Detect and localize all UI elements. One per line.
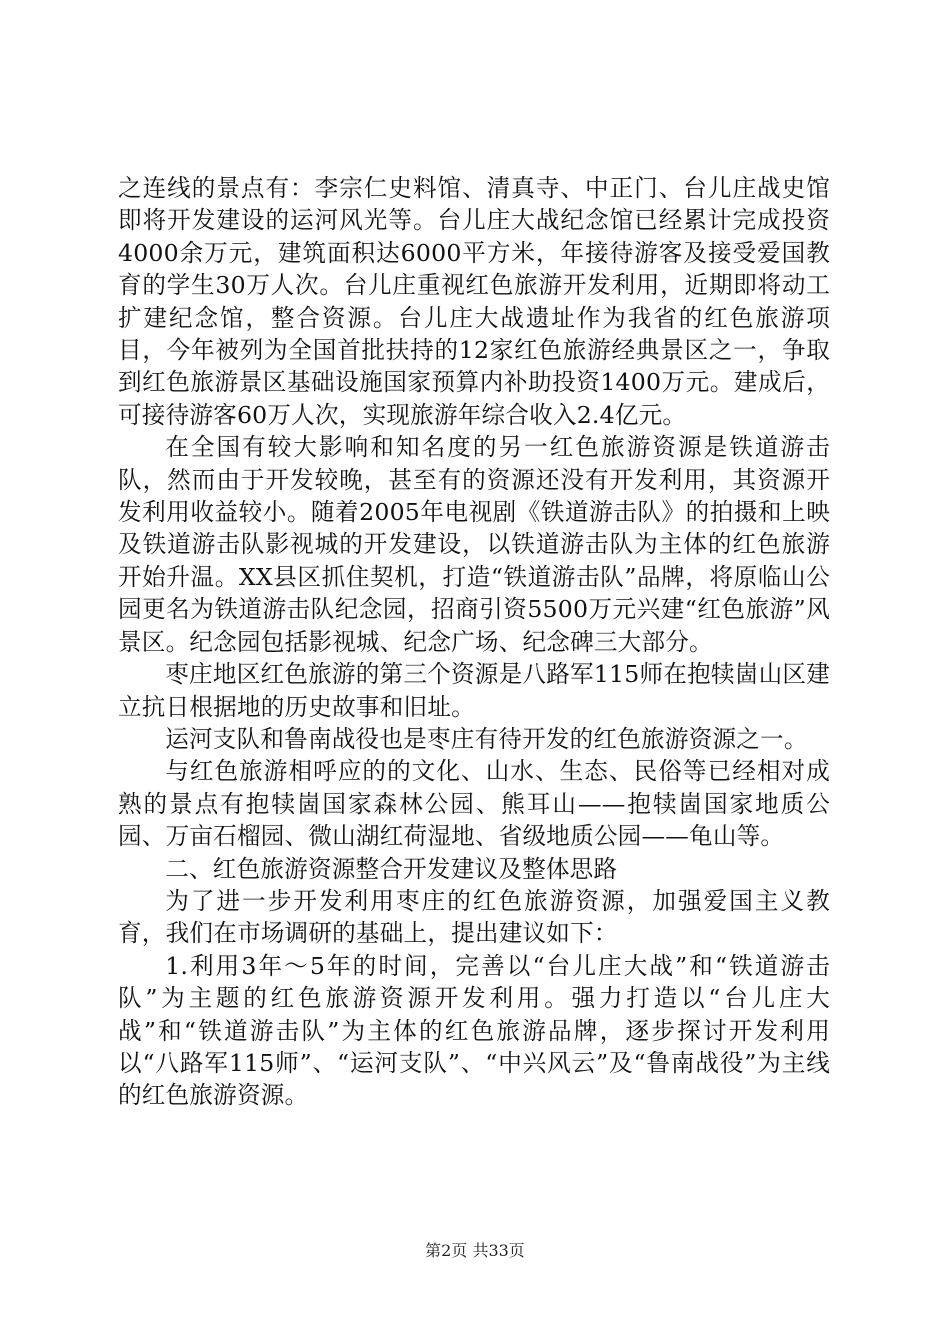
- paragraph-5: 与红色旅游相呼应的的文化、山水、生态、民俗等已经相对成熟的景点有抱犊崮国家森林公园、熊耳山——抱犊崮国家地质公园、万亩石榴园、微山湖红荷湿地、省级地质公园——龟山等。: [118, 757, 830, 851]
- paragraph-3: 枣庄地区红色旅游的第三个资源是八路军115师在抱犊崮山区建立抗日根据地的历史故事和旧址。: [118, 660, 830, 721]
- list-item-1: 1.利用3年～5年的时间，完善以“台儿庄大战”和“铁道游击队”为主题的红色旅游资源开发利用。强力打造以“台儿庄大战”和“铁道游击队”为主体的红色旅游品牌，逐步探讨开发利用以“八路军115师”、“运河支队”、“中兴风云”及“鲁南战役”为主线的红色旅游资源。: [118, 951, 830, 1110]
- paragraph-7: 为了进一步开发利用枣庄的红色旅游资源，加强爱国主义教育，我们在市场调研的基础上，提出建议如下：: [118, 886, 830, 948]
- paragraph-1: 之连线的景点有：李宗仁史料馆、清真寺、中正门、台儿庄战史馆即将开发建设的运河风光等。台儿庄大战纪念馆已经累计完成投资4000余万元，建筑面积达6000平方米，年接待游客及接受爱国教育的学生30万人次。台儿庄重视红色旅游开发利用，近期即将动工扩建纪念馆，整合资源。台儿庄大战遗址作为我省的红色旅游项目，今年被列为全国首批扶持的12家红色旅游经典景区之一，争取到红色旅游景区基础设施国家预算内补助投资1400万元。建成后，可接待游客60万人次，实现旅游年综合收入2.4亿元。: [118, 174, 830, 429]
- paragraph-2: 在全国有较大影响和知名度的另一红色旅游资源是铁道游击队，然而由于开发较晚，甚至有的资源还没有开发利用，其资源开发利用收益较小。随着2005年电视剧《铁道游击队》的拍摄和上映及铁道游击队影视城的开发建设，以铁道游击队为主体的红色旅游开始升温。XX县区抓住契机，打造“铁道游击队”品牌，将原临山公园更名为铁道游击队纪念园，招商引资5500万元兴建“红色旅游”风景区。纪念园包括影视城、纪念广场、纪念碑三大部分。: [118, 433, 830, 656]
- paragraph-4: 运河支队和鲁南战役也是枣庄有待开发的红色旅游资源之一。: [165, 724, 808, 753]
- document-body: [118, 172, 830, 1112]
- page-number-footer: 第2页 共33页: [425, 1241, 525, 1260]
- section-heading: 二、红色旅游资源整合开发建议及整体思路: [165, 854, 618, 883]
